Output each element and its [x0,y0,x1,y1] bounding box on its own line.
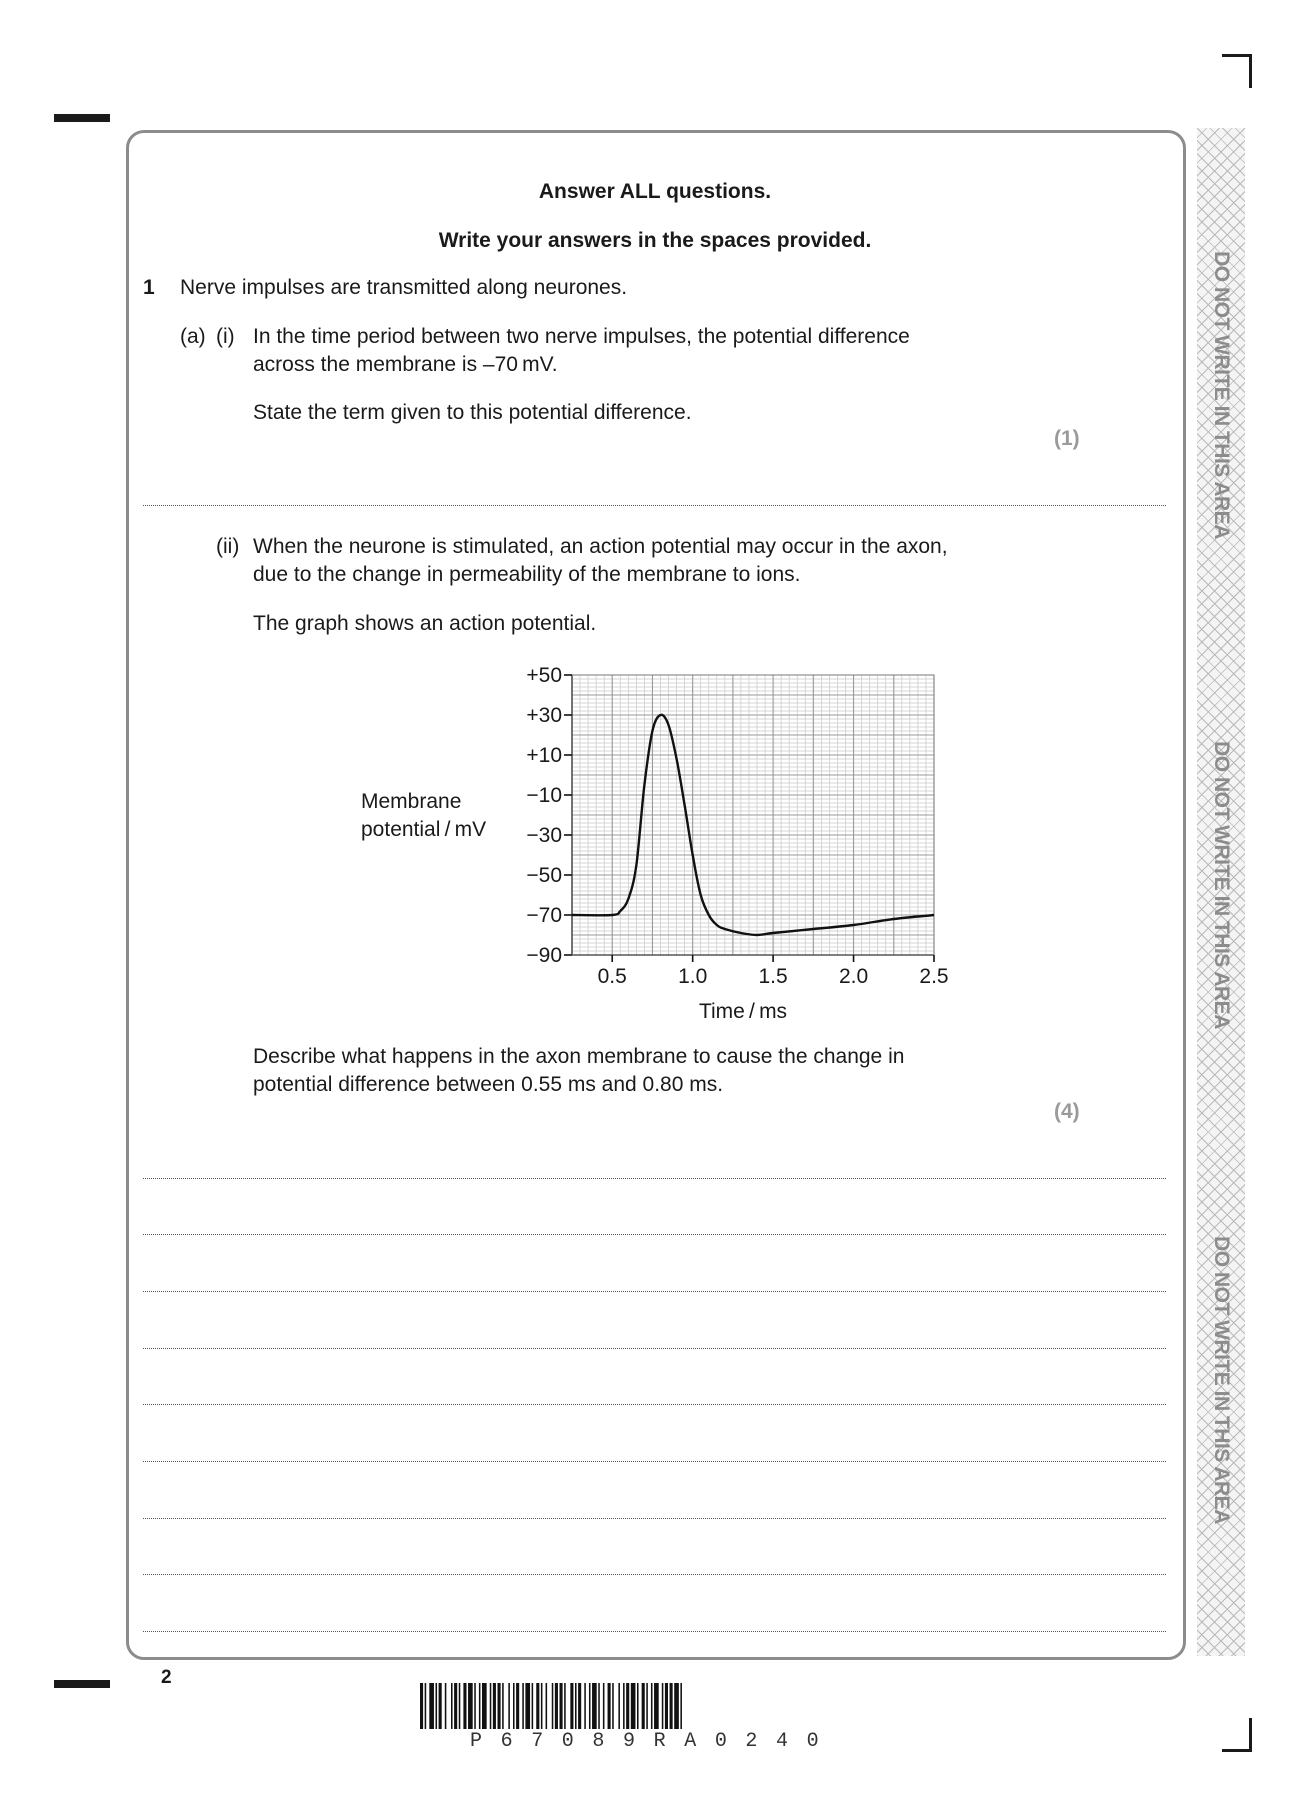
barcode-bar [490,1683,492,1729]
barcode-bar [575,1683,577,1729]
barcode-bar [631,1683,636,1729]
barcode-bar [552,1683,554,1729]
barcode-text: P67089RA0240 [470,1730,838,1753]
barcode-bar [598,1683,600,1729]
barcode-bar [592,1683,597,1729]
x-tick-label: 2.5 [919,965,949,988]
sub-ii-marks: (4) [1054,1100,1080,1123]
barcode-bar [541,1683,543,1729]
barcode-bar [654,1683,659,1729]
barcode-bar [603,1683,605,1729]
y-tick-label: +10 [526,744,562,767]
barcode-bar [555,1683,558,1729]
y-axis-label-line1: Membrane [361,790,462,813]
barcode-bar [482,1683,487,1729]
barcode-bar [513,1683,515,1729]
sub-i-marks: (1) [1054,427,1080,450]
barcode-bar [429,1683,434,1729]
answer-line-ii-5[interactable] [143,1404,1166,1405]
margin-warning-bottom: DO NOT WRITE IN THIS AREA [1210,1236,1233,1524]
x-tick-label: 1.5 [758,965,788,988]
y-tick-label: +50 [526,664,562,687]
barcode-bar [508,1683,510,1729]
question-stem: Nerve impulses are transmitted along neurones. [180,276,628,299]
action-potential-graph [340,655,980,1027]
barcode-bar [536,1683,539,1729]
barcode-bar [578,1683,581,1729]
barcode-bar [564,1683,566,1729]
crop-mark-top-vertical [1249,54,1252,88]
barcode-bar [479,1683,481,1729]
action-potential-curve [572,715,934,935]
barcode-bar [662,1683,664,1729]
barcode-bar [570,1683,573,1729]
y-tick-label: −90 [526,944,562,967]
barcode-bar [474,1683,476,1729]
barcode-bar [665,1683,668,1729]
barcode-bar [451,1683,453,1729]
barcode-bar [674,1683,679,1729]
x-tick-label: 0.5 [597,965,627,988]
margin-warning-middle: DO NOT WRITE IN THIS AREA [1210,741,1233,1029]
answer-line-ii-2[interactable] [143,1234,1166,1235]
instruction-write-answers: Write your answers in the spaces provided. [438,229,872,252]
barcode-bar [618,1683,620,1729]
y-axis-label-line2: potential / mV [361,818,487,841]
barcode-bar [608,1683,611,1729]
barcode-bar [425,1683,427,1729]
x-tick-label: 2.0 [838,965,869,988]
barcode-bar [642,1683,645,1729]
sub-ii-text-line1: When the neurone is stimulated, an action potential may occur in the axon, [253,535,948,558]
barcode-bar [584,1683,586,1729]
y-tick-label: −50 [526,864,562,887]
part-a-label: (a) [180,325,206,348]
sub-ii-prompt-line2: potential difference between 0.55 ms and 0.80 ms. [253,1073,724,1096]
crop-mark-left-top [54,114,110,122]
question-number: 1 [143,276,155,299]
answer-line-ii-4[interactable] [143,1348,1166,1349]
page-number: 2 [161,1667,172,1688]
barcode-bar [560,1683,563,1729]
answer-line-ii-1[interactable] [143,1178,1166,1179]
y-tick-label: −10 [526,784,562,807]
crop-mark-top-horizontal [1222,54,1250,57]
answer-line-ii-3[interactable] [143,1291,1166,1292]
sub-ii-label: (ii) [216,535,240,558]
x-tick-label: 1.0 [678,965,708,988]
crop-mark-bottom-vertical [1249,1718,1252,1752]
y-tick-label: −30 [526,824,562,847]
barcode-bar [626,1683,629,1729]
barcode-bar [502,1683,504,1729]
answer-line-i[interactable] [143,505,1166,506]
barcode-bar [623,1683,625,1729]
barcode-bar [670,1683,673,1729]
barcode-bar [468,1683,473,1729]
x-axis-label: Time / ms [698,1000,788,1023]
barcode-bar [612,1683,614,1729]
sub-ii-text-line2: due to the change in permeability of the membrane to ions. [253,563,801,586]
barcode-bar [646,1683,648,1729]
graph-ticks [526,664,948,988]
barcode-bar [463,1683,466,1729]
margin-warning-top: DO NOT WRITE IN THIS AREA [1210,251,1233,539]
answer-line-ii-6[interactable] [143,1461,1166,1462]
instruction-answer-all: Answer ALL questions. [538,180,772,203]
crop-mark-bottom-horizontal [1222,1749,1250,1752]
barcode-bar [420,1683,423,1729]
barcode-bar [680,1683,682,1729]
barcode-bar [454,1683,457,1729]
barcode-bar [439,1683,442,1729]
answer-line-ii-7[interactable] [143,1518,1166,1519]
barcode-bar [493,1683,496,1729]
barcode-bar [525,1683,530,1729]
barcode-bar [436,1683,438,1729]
barcode-bar [445,1683,447,1729]
barcode-bar [516,1683,519,1729]
barcode-bar [532,1683,534,1729]
answer-line-ii-9[interactable] [143,1631,1166,1632]
sub-ii-graph-intro: The graph shows an action potential. [253,612,597,635]
sub-i-text-line2: across the membrane is –70 mV. [253,353,558,376]
barcode [420,1683,890,1729]
barcode-bar [637,1683,639,1729]
barcode-bar [589,1683,591,1729]
y-tick-label: +30 [526,704,562,727]
crop-mark-left-bottom [54,1680,110,1688]
sub-i-prompt: State the term given to this potential difference. [253,401,692,424]
barcode-bar [546,1683,548,1729]
barcode-bar [522,1683,524,1729]
graph-major-grid [572,675,934,955]
y-tick-label: −70 [526,904,562,927]
sub-ii-prompt-line1: Describe what happens in the axon membrane to cause the change in [253,1045,905,1068]
sub-i-text-line1: In the time period between two nerve impulses, the potential difference [253,325,910,348]
answer-line-ii-8[interactable] [143,1574,1166,1575]
barcode-bar [459,1683,461,1729]
sub-i-label: (i) [216,325,235,348]
barcode-bar [498,1683,501,1729]
barcode-bar [651,1683,653,1729]
